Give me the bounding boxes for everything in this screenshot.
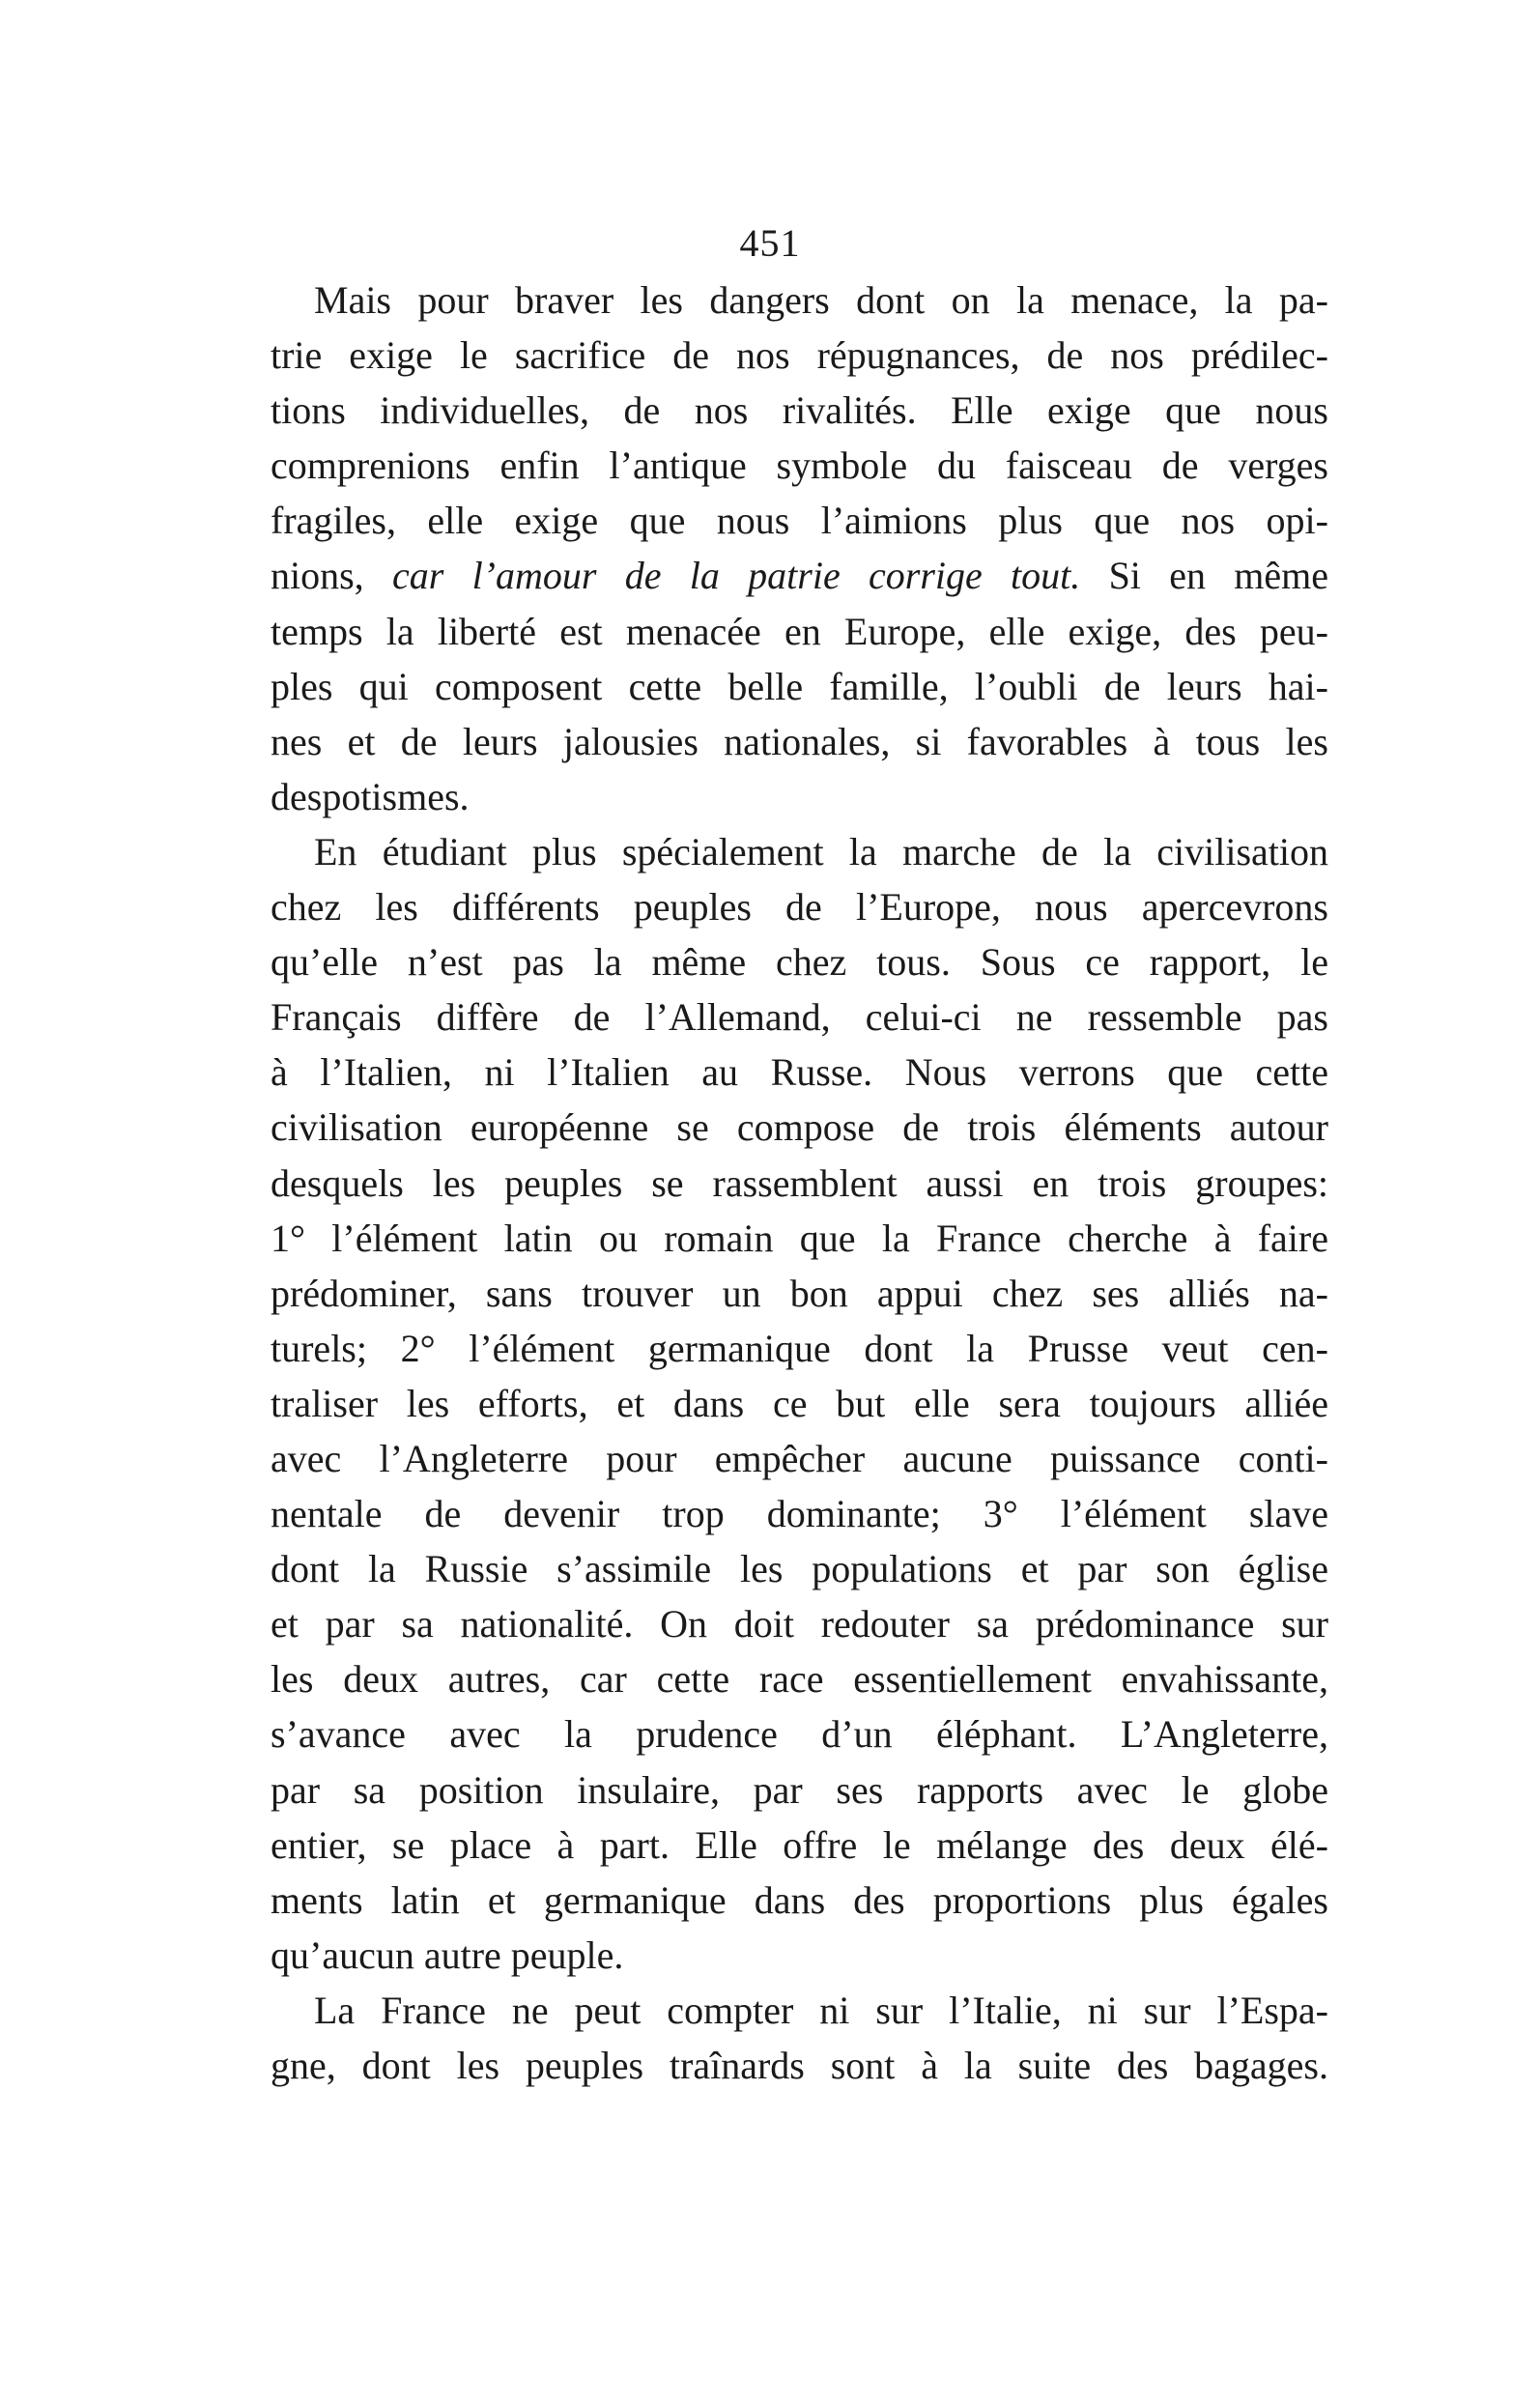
- text-line: entier, se place à part. Elle offre le mélange des deux élé-: [271, 1822, 1328, 1867]
- text-line: dont la Russie s’assimile les populations et par son église: [271, 1547, 1328, 1591]
- text-line: temps la liberté est menacée en Europe, elle exige, des peu-: [271, 609, 1328, 653]
- text-line: Mais pour braver les dangers dont on la menace, la pa-: [314, 278, 1328, 322]
- text-line: ments latin et germanique dans des proportions plus égales: [271, 1877, 1328, 1922]
- text-line: qu’aucun autre peuple.: [271, 1933, 624, 1977]
- text-line: fragiles, elle exige que nous l’aimions plus que nos opi-: [271, 499, 1328, 543]
- text-line: et par sa nationalité. On doit redouter sa prédominance sur: [271, 1602, 1328, 1646]
- text-line: les deux autres, car cette race essentiellement envahissante,: [271, 1657, 1328, 1702]
- line-text: Si en même: [1080, 554, 1328, 598]
- text-line: tions individuelles, de nos rivalités. Elle exige que nous: [271, 388, 1328, 433]
- text-line: Français diffère de l’Allemand, celui-ci ne ressemble pas: [271, 995, 1328, 1040]
- text-line: 1° l’élément latin ou romain que la France cherche à faire: [271, 1216, 1328, 1260]
- text-line: chez les différents peuples de l’Europe, nous apercevrons: [271, 885, 1328, 930]
- page-number: 451: [739, 221, 801, 265]
- text-line: despotismes.: [271, 774, 470, 818]
- text-line: [271, 548, 1328, 603]
- italic-quote: car l’amour de la patrie corrige tout.: [391, 554, 1081, 598]
- text-line: s’avance avec la prudence d’un éléphant. L’Angleterre,: [271, 1712, 1328, 1757]
- text-line: desquels les peuples se rassemblent aussi en trois groupes:: [271, 1160, 1328, 1205]
- text-line: traliser les efforts, et dans ce but elle sera toujours alliée: [271, 1381, 1328, 1425]
- text-line: turels; 2° l’élément germanique dont la Prusse veut cen-: [271, 1326, 1328, 1370]
- text-line: à l’Italien, ni l’Italien au Russe. Nous verrons que cette: [271, 1050, 1328, 1095]
- text-line: par sa position insulaire, par ses rapports avec le globe: [271, 1767, 1328, 1812]
- text-line: nentale de devenir trop dominante; 3° l’élément slave: [271, 1492, 1328, 1536]
- text-line: En étudiant plus spécialement la marche de la civilisation: [314, 829, 1328, 873]
- body-text: [271, 272, 1328, 2093]
- text-line: nes et de leurs jalousies nationales, si favorables à tous les: [271, 719, 1328, 763]
- text-line: ples qui composent cette belle famille, l’oubli de leurs hai-: [271, 664, 1328, 708]
- text-line: gne, dont les peuples traînards sont à la suite des bagages.: [271, 2044, 1328, 2087]
- text-line: La France ne peut compter ni sur l’Italie, ni sur l’Espa-: [314, 1988, 1328, 2032]
- text-line: trie exige le sacrifice de nos répugnances, de nos prédilec-: [271, 333, 1328, 378]
- text-line: prédominer, sans trouver un bon appui chez ses alliés na-: [271, 1271, 1328, 1315]
- text-line: qu’elle n’est pas la même chez tous. Sous ce rapport, le: [271, 940, 1328, 985]
- text-line: avec l’Angleterre pour empêcher aucune puissance conti-: [271, 1436, 1328, 1480]
- line-text: nions,: [271, 554, 392, 598]
- text-line: civilisation européenne se compose de trois éléments autour: [271, 1105, 1328, 1150]
- text-line: comprenions enfin l’antique symbole du faisceau de verges: [271, 444, 1328, 488]
